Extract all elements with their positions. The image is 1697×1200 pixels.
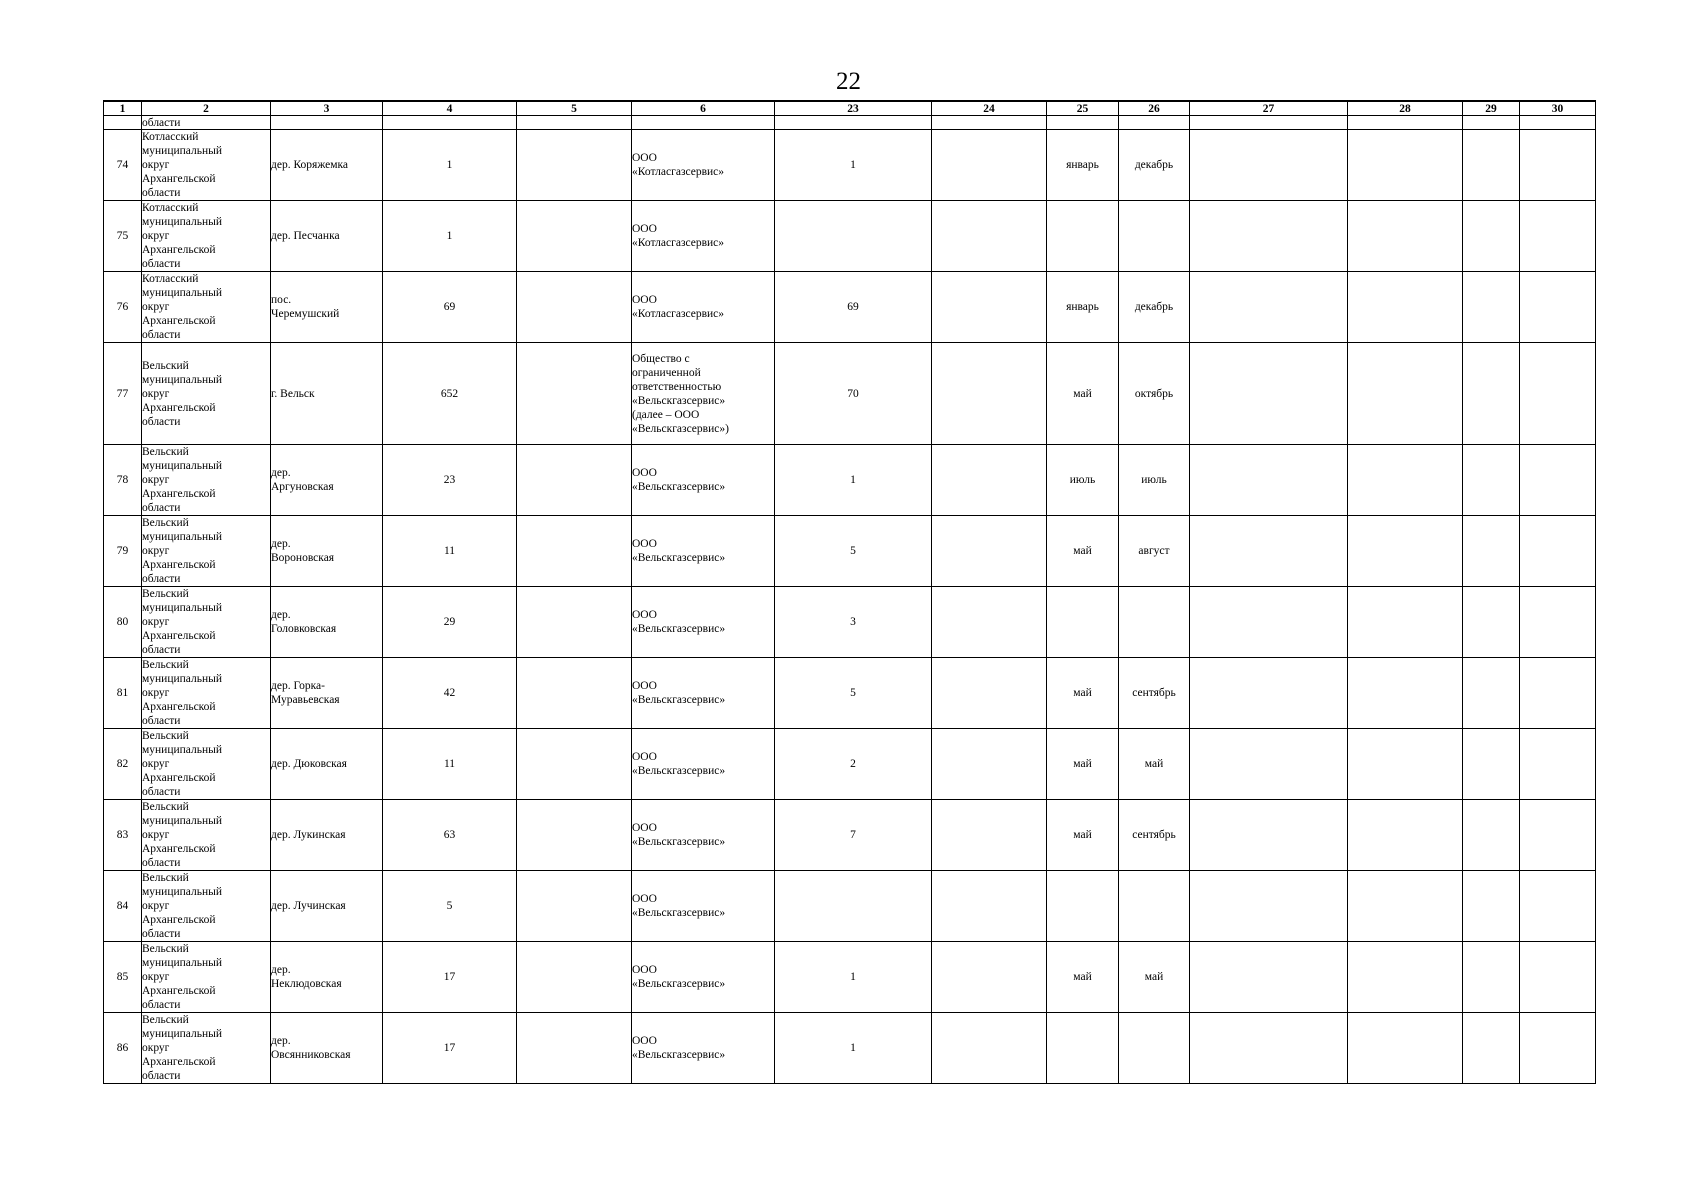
col5-cell [517, 445, 632, 516]
col23-cell: 2 [775, 729, 932, 800]
col29-cell [1463, 343, 1520, 445]
col4-cell: 1 [383, 201, 517, 272]
end-month-cell: сентябрь [1119, 658, 1190, 729]
col24-cell [932, 1013, 1047, 1084]
col23-cell [775, 201, 932, 272]
col27-cell [1190, 871, 1348, 942]
col28-cell [1348, 942, 1463, 1013]
col29-cell [1463, 658, 1520, 729]
district-cell: Вельский муниципальный округ Архангельской области [142, 871, 271, 942]
organization-cell: ООО «Вельскгазсервис» [632, 1013, 775, 1084]
col30-cell [1520, 1013, 1596, 1084]
row-number-cell: 83 [104, 800, 142, 871]
col5-cell [517, 871, 632, 942]
column-header: 26 [1119, 101, 1190, 116]
col5-cell [517, 658, 632, 729]
table-row [104, 445, 1596, 516]
col29-cell [1463, 201, 1520, 272]
end-month-cell: июль [1119, 445, 1190, 516]
organization-cell: ООО «Котласгазсервис» [632, 201, 775, 272]
col29-cell [1463, 871, 1520, 942]
settlement-cell: дер. Лучинская [271, 871, 383, 942]
col29-cell [1463, 445, 1520, 516]
organization-cell: ООО «Котласгазсервис» [632, 130, 775, 201]
data-table [103, 100, 1596, 1084]
settlement-cell: дер. Коряжемка [271, 130, 383, 201]
table-row [104, 201, 1596, 272]
col5-cell [517, 800, 632, 871]
col30-cell [1520, 516, 1596, 587]
col23-cell: 3 [775, 587, 932, 658]
col30-cell [1520, 130, 1596, 201]
start-month-cell: май [1047, 942, 1119, 1013]
col28-cell [1348, 445, 1463, 516]
settlement-cell: дер. Лукинская [271, 800, 383, 871]
row-number-cell: 86 [104, 1013, 142, 1084]
col23-cell: 1 [775, 445, 932, 516]
col29-cell [1463, 800, 1520, 871]
column-header: 23 [775, 101, 932, 116]
column-header: 28 [1348, 101, 1463, 116]
col5-cell [517, 587, 632, 658]
table-row [104, 658, 1596, 729]
col28-cell [1348, 587, 1463, 658]
row-number-cell: 82 [104, 729, 142, 800]
end-month-cell [1119, 871, 1190, 942]
col28-cell [1348, 516, 1463, 587]
col30-cell [1520, 729, 1596, 800]
col28-cell [1348, 343, 1463, 445]
col30-cell [1520, 201, 1596, 272]
organization-cell: ООО «Вельскгазсервис» [632, 516, 775, 587]
organization-cell: ООО «Вельскгазсервис» [632, 942, 775, 1013]
start-month-cell: май [1047, 800, 1119, 871]
district-cell: Вельский муниципальный округ Архангельской области [142, 942, 271, 1013]
col30-cell [1520, 871, 1596, 942]
col4-cell: 1 [383, 130, 517, 201]
start-month-cell: май [1047, 516, 1119, 587]
organization-cell: ООО «Вельскгазсервис» [632, 729, 775, 800]
end-month-cell: май [1119, 942, 1190, 1013]
start-month-cell: май [1047, 658, 1119, 729]
district-cell: Вельский муниципальный округ Архангельской области [142, 516, 271, 587]
col30-cell [1520, 445, 1596, 516]
end-month-cell [1119, 1013, 1190, 1084]
col4-cell: 63 [383, 800, 517, 871]
row-number-cell: 78 [104, 445, 142, 516]
start-month-cell: июль [1047, 445, 1119, 516]
table-row [104, 587, 1596, 658]
end-month-cell: сентябрь [1119, 800, 1190, 871]
col27-cell [1190, 201, 1348, 272]
col23-cell: 5 [775, 516, 932, 587]
organization-cell: ООО «Вельскгазсервис» [632, 658, 775, 729]
col23-cell: 7 [775, 800, 932, 871]
col29-cell [1463, 587, 1520, 658]
table-row [104, 343, 1596, 445]
col5-cell [517, 201, 632, 272]
start-month-cell [1047, 201, 1119, 272]
row-number-cell: 77 [104, 343, 142, 445]
district-cell: Котласский муниципальный округ Архангельской области [142, 201, 271, 272]
organization-cell: ООО «Вельскгазсервис» [632, 445, 775, 516]
col23-cell: 5 [775, 658, 932, 729]
settlement-cell: г. Вельск [271, 343, 383, 445]
col23-cell: 1 [775, 1013, 932, 1084]
col28-cell [1348, 201, 1463, 272]
col24-cell [932, 130, 1047, 201]
header-row [104, 101, 1596, 116]
col4-cell: 5 [383, 871, 517, 942]
end-month-cell [1119, 201, 1190, 272]
start-month-cell: май [1047, 729, 1119, 800]
col28-cell [1348, 130, 1463, 201]
column-header: 29 [1463, 101, 1520, 116]
col29-cell [1463, 1013, 1520, 1084]
start-month-cell: январь [1047, 272, 1119, 343]
table-row [104, 942, 1596, 1013]
col4-cell: 69 [383, 272, 517, 343]
start-month-cell: январь [1047, 130, 1119, 201]
col5-cell [517, 272, 632, 343]
col5-cell [517, 1013, 632, 1084]
row-number-cell: 81 [104, 658, 142, 729]
col4-cell: 23 [383, 445, 517, 516]
col24-cell [932, 942, 1047, 1013]
settlement-cell: дер. Песчанка [271, 201, 383, 272]
end-month-cell [1119, 587, 1190, 658]
row-number-cell: 84 [104, 871, 142, 942]
col24-cell [932, 587, 1047, 658]
district-cell: Вельский муниципальный округ Архангельской области [142, 343, 271, 445]
col24-cell [932, 445, 1047, 516]
col24-cell [932, 871, 1047, 942]
start-month-cell [1047, 587, 1119, 658]
settlement-cell: дер. Дюковская [271, 729, 383, 800]
organization-cell: ООО «Вельскгазсервис» [632, 587, 775, 658]
col24-cell [932, 343, 1047, 445]
col5-cell [517, 729, 632, 800]
column-header: 24 [932, 101, 1047, 116]
col23-cell: 70 [775, 343, 932, 445]
row-number-cell: 85 [104, 942, 142, 1013]
table-row [104, 130, 1596, 201]
col30-cell [1520, 343, 1596, 445]
organization-cell: Общество с ограниченной ответственностью «Вельскгазсервис» (далее – ООО «Вельскгазсервис») [632, 343, 775, 445]
column-header: 25 [1047, 101, 1119, 116]
page-number: 22 [836, 68, 861, 95]
table-row [104, 729, 1596, 800]
row-number-cell: 76 [104, 272, 142, 343]
settlement-cell: пос. Черемушский [271, 272, 383, 343]
column-header: 3 [271, 101, 383, 116]
col5-cell [517, 516, 632, 587]
col27-cell [1190, 800, 1348, 871]
column-header: 27 [1190, 101, 1348, 116]
col24-cell [932, 729, 1047, 800]
column-header: 5 [517, 101, 632, 116]
col23-cell: 1 [775, 942, 932, 1013]
col23-cell: 69 [775, 272, 932, 343]
col23-cell: 1 [775, 130, 932, 201]
table-row [104, 272, 1596, 343]
col28-cell [1348, 800, 1463, 871]
settlement-cell: дер. Головковская [271, 587, 383, 658]
settlement-cell: дер. Овсянниковская [271, 1013, 383, 1084]
settlement-cell: дер. Неклюдовская [271, 942, 383, 1013]
col24-cell [932, 201, 1047, 272]
col30-cell [1520, 800, 1596, 871]
col30-cell [1520, 272, 1596, 343]
col29-cell [1463, 130, 1520, 201]
col4-cell: 42 [383, 658, 517, 729]
col5-cell [517, 130, 632, 201]
col27-cell [1190, 658, 1348, 729]
district-cell: Вельский муниципальный округ Архангельской области [142, 800, 271, 871]
district-cell: Котласский муниципальный округ Архангельской области [142, 130, 271, 201]
col27-cell [1190, 343, 1348, 445]
organization-cell: ООО «Вельскгазсервис» [632, 871, 775, 942]
col28-cell [1348, 729, 1463, 800]
col24-cell [932, 800, 1047, 871]
col4-cell: 17 [383, 942, 517, 1013]
col28-cell [1348, 1013, 1463, 1084]
column-header: 1 [104, 101, 142, 116]
settlement-cell: дер. Горка- Муравьевская [271, 658, 383, 729]
end-month-cell: декабрь [1119, 130, 1190, 201]
col27-cell [1190, 516, 1348, 587]
col5-cell [517, 942, 632, 1013]
end-month-cell: май [1119, 729, 1190, 800]
district-cell: Вельский муниципальный округ Архангельской области [142, 445, 271, 516]
end-month-cell: август [1119, 516, 1190, 587]
col30-cell [1520, 587, 1596, 658]
row-number-cell: 75 [104, 201, 142, 272]
start-month-cell [1047, 871, 1119, 942]
col27-cell [1190, 1013, 1348, 1084]
col4-cell: 11 [383, 516, 517, 587]
row-number-cell: 74 [104, 130, 142, 201]
col5-cell [517, 343, 632, 445]
column-header: 30 [1520, 101, 1596, 116]
organization-cell: ООО «Котласгазсервис» [632, 272, 775, 343]
col27-cell [1190, 130, 1348, 201]
col4-cell: 17 [383, 1013, 517, 1084]
district-cell: области [142, 116, 271, 130]
col28-cell [1348, 272, 1463, 343]
row-number-cell: 80 [104, 587, 142, 658]
column-header: 6 [632, 101, 775, 116]
column-header: 4 [383, 101, 517, 116]
col4-cell: 11 [383, 729, 517, 800]
col24-cell [932, 516, 1047, 587]
organization-cell: ООО «Вельскгазсервис» [632, 800, 775, 871]
col27-cell [1190, 445, 1348, 516]
col4-cell: 652 [383, 343, 517, 445]
col29-cell [1463, 516, 1520, 587]
col29-cell [1463, 729, 1520, 800]
table-row [104, 1013, 1596, 1084]
col24-cell [932, 658, 1047, 729]
col27-cell [1190, 272, 1348, 343]
start-month-cell: май [1047, 343, 1119, 445]
col27-cell [1190, 587, 1348, 658]
start-month-cell [1047, 1013, 1119, 1084]
col29-cell [1463, 942, 1520, 1013]
table-row [104, 516, 1596, 587]
district-cell: Вельский муниципальный округ Архангельской области [142, 587, 271, 658]
table-row [104, 800, 1596, 871]
end-month-cell: октябрь [1119, 343, 1190, 445]
col27-cell [1190, 729, 1348, 800]
col4-cell: 29 [383, 587, 517, 658]
col30-cell [1520, 658, 1596, 729]
table-row [104, 871, 1596, 942]
district-cell: Вельский муниципальный округ Архангельской области [142, 1013, 271, 1084]
continuation-row [104, 116, 1596, 130]
district-cell: Котласский муниципальный округ Архангельской области [142, 272, 271, 343]
col24-cell [932, 272, 1047, 343]
column-header: 2 [142, 101, 271, 116]
settlement-cell: дер. Вороновская [271, 516, 383, 587]
col30-cell [1520, 942, 1596, 1013]
district-cell: Вельский муниципальный округ Архангельской области [142, 658, 271, 729]
row-number-cell: 79 [104, 516, 142, 587]
settlement-cell: дер. Аргуновская [271, 445, 383, 516]
col27-cell [1190, 942, 1348, 1013]
col28-cell [1348, 871, 1463, 942]
col29-cell [1463, 272, 1520, 343]
district-cell: Вельский муниципальный округ Архангельской области [142, 729, 271, 800]
col23-cell [775, 871, 932, 942]
end-month-cell: декабрь [1119, 272, 1190, 343]
col28-cell [1348, 658, 1463, 729]
